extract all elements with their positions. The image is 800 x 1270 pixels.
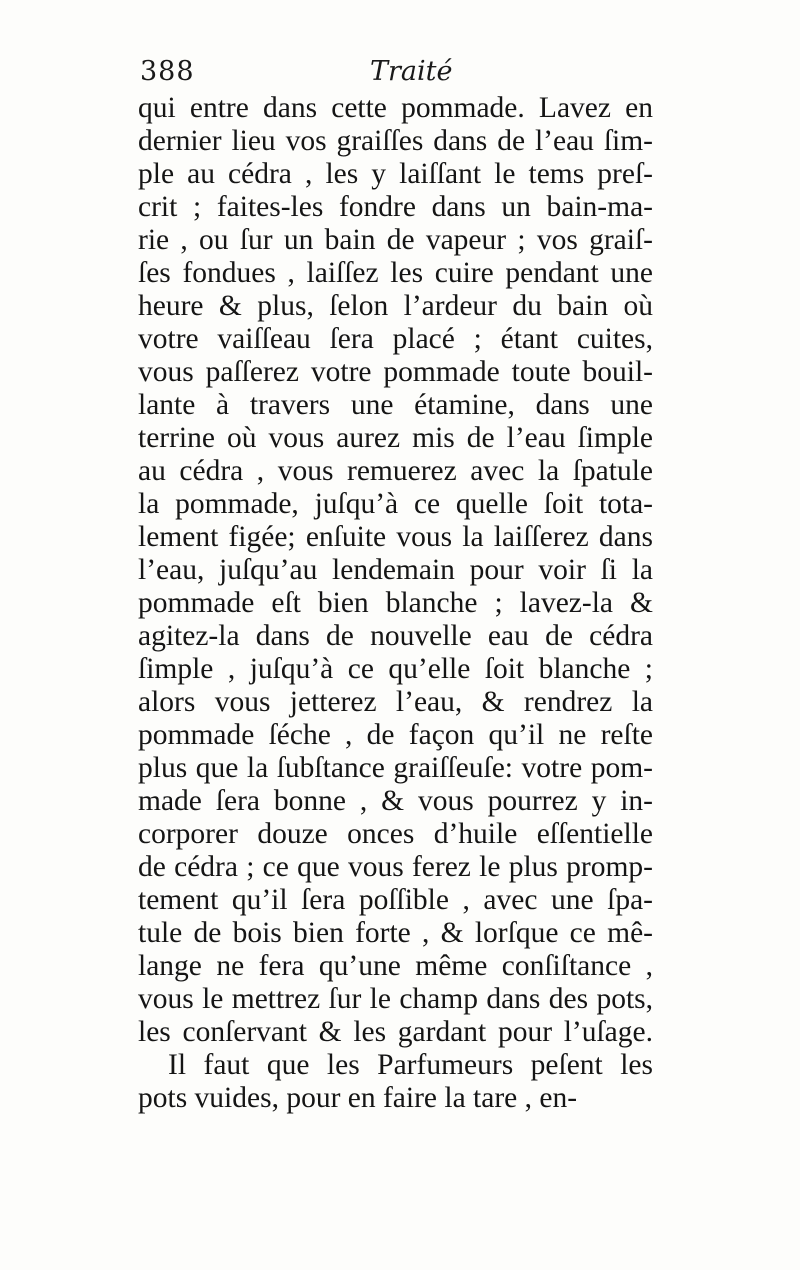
- text-line: au cédra , vous remuerez avec la ſpatule: [138, 455, 653, 487]
- text-line: la pommade, juſqu’à ce quelle ſoit tota-: [138, 488, 653, 520]
- running-title: Traité: [370, 56, 453, 87]
- text-line: agitez-la dans de nouvelle eau de cédra: [138, 620, 653, 652]
- text-line: vous paſſerez votre pommade toute bouil-: [138, 356, 653, 388]
- text-line: pommade ſéche , de façon qu’il ne reſte: [138, 719, 653, 751]
- text-line: heure & plus, ſelon l’ardeur du bain où: [138, 290, 653, 322]
- text-line: ſes fondues , laiſſez les cuire pendant une: [138, 257, 653, 289]
- text-line: ſimple , juſqu’à ce qu’elle ſoit blanche ;: [138, 653, 653, 685]
- text-line: crit ; faites-les fondre dans un bain-ma-: [138, 191, 653, 223]
- text-line: de cédra ; ce que vous ferez le plus promp-: [138, 851, 653, 883]
- text-line: votre vaiſſeau ſera placé ; étant cuites,: [138, 323, 653, 355]
- text-line: lement figée; enſuite vous la laiſſerez dans: [138, 521, 653, 553]
- text-line: ple au cédra , les y laiſſant le tems preſ-: [138, 158, 653, 190]
- text-line: terrine où vous aurez mis de l’eau ſimple: [138, 422, 653, 454]
- text-line: vous le mettrez ſur le champ dans des pots,: [138, 983, 653, 1015]
- text-line: pots vuides, pour en faire la tare , en-: [138, 1082, 578, 1114]
- body-text: [138, 92, 653, 1115]
- text-line: lange ne fera qu’une même conſiſtance ,: [138, 950, 653, 982]
- text-line: corporer douze onces d’huile eſſentielle: [138, 818, 653, 850]
- text-line: tement qu’il ſera poſſible , avec une ſpa-: [138, 884, 653, 916]
- text-line: plus que la ſubſtance graiſſeuſe: votre pom-: [138, 752, 653, 784]
- text-line: pommade eſt bien blanche ; lavez-la &: [138, 587, 653, 619]
- text-line: made ſera bonne , & vous pourrez y in-: [138, 785, 653, 817]
- text-line: tule de bois bien forte , & lorſque ce mê-: [138, 917, 653, 949]
- text-line: rie , ou ſur un bain de vapeur ; vos graiſ-: [138, 224, 653, 256]
- text-line: lante à travers une étamine, dans une: [138, 389, 653, 421]
- text-line: l’eau, juſqu’au lendemain pour voir ſi la: [138, 554, 653, 586]
- text-line: alors vous jetterez l’eau, & rendrez la: [138, 686, 653, 718]
- text-line: dernier lieu vos graiſſes dans de l’eau ſim-: [138, 125, 653, 157]
- running-head: [140, 56, 655, 96]
- page-number: 388: [140, 56, 195, 87]
- text-line: Il faut que les Parfumeurs peſent les: [168, 1049, 653, 1081]
- text-line: les conſervant & les gardant pour l’uſage.: [138, 1016, 653, 1048]
- text-line: qui entre dans cette pommade. Lavez en: [138, 92, 653, 124]
